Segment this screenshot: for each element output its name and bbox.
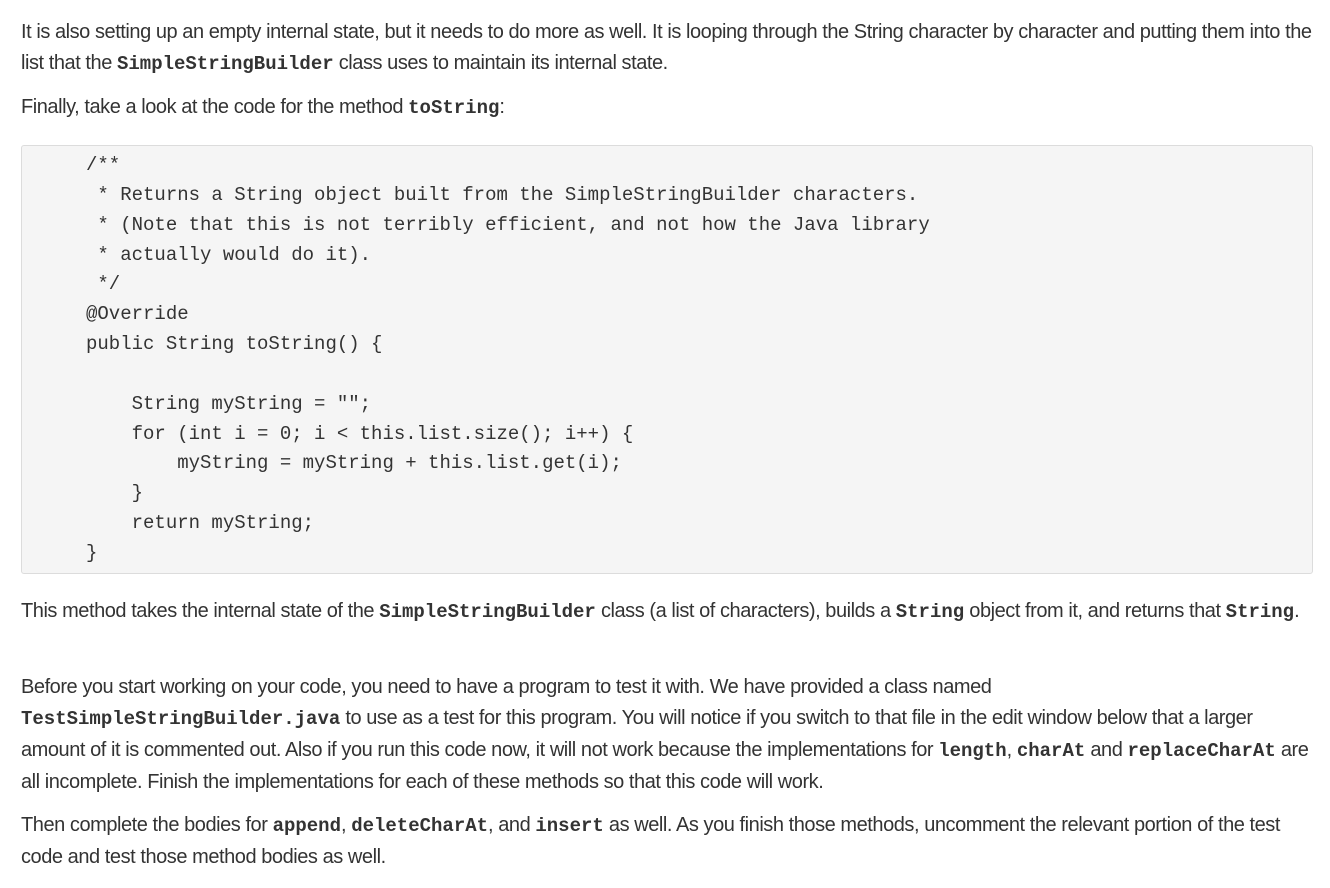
paragraph-text: : — [499, 96, 505, 118]
paragraph-method-description — [21, 596, 1315, 628]
paragraph-text: as well. As you finish those methods, uncomment the relevant portion of the test code and test those method bodies as well. — [21, 814, 1280, 868]
code-line: } — [86, 482, 144, 505]
inline-code: append — [272, 815, 341, 837]
paragraph-testing-instructions — [21, 672, 1315, 798]
code-listing — [86, 151, 930, 569]
code-line: } — [86, 541, 98, 564]
code-line: * actually would do it). — [86, 243, 372, 266]
inline-code: insert — [535, 815, 604, 837]
inline-code: replaceCharAt — [1127, 740, 1276, 762]
paragraph-text: Finally, take a look at the code for the method — [21, 96, 409, 118]
code-line: * (Note that this is not terribly efficient, and not how the Java library — [86, 213, 930, 236]
paragraph-text: It is also setting up an empty internal state, but it needs to do more as well. It is looping through the String character by character and putting them into the list that the — [21, 21, 1312, 74]
inline-code: deleteCharAt — [351, 815, 489, 837]
code-line: public String toString() { — [86, 333, 383, 356]
paragraph-complete-bodies — [21, 810, 1315, 873]
code-line: /** — [86, 154, 121, 176]
paragraph-text: to use as a test for this program. You will notice if you switch to that file in the edit window below that a larger amount of it is commented out. Also if you run this code now, it will not work because the implementations for — [21, 707, 1253, 761]
paragraph-text: This method takes the internal state of the — [21, 600, 380, 622]
inline-code: SimpleStringBuilder — [379, 601, 596, 623]
paragraph-text: , — [1006, 739, 1017, 761]
paragraph-text: . — [1294, 600, 1300, 622]
code-line: */ — [86, 273, 121, 296]
inline-code: toString — [408, 97, 500, 119]
paragraph-text: Then complete the bodies for — [21, 814, 273, 836]
inline-code: String — [895, 601, 965, 623]
paragraph-text: class (a list of characters), builds a — [595, 600, 896, 622]
code-line: return myString; — [86, 512, 315, 535]
paragraph-text: , — [340, 814, 352, 836]
paragraph-text: , and — [488, 814, 536, 836]
inline-code: SimpleStringBuilder — [116, 53, 334, 75]
inline-code: charAt — [1016, 740, 1086, 762]
code-line: * Returns a String object built from the SimpleStringBuilder characters. — [86, 183, 919, 206]
paragraph-text: Before you start working on your code, you need to have a program to test it with. We have provided a class named — [21, 676, 992, 698]
paragraph-text: class uses to maintain its internal state. — [333, 52, 668, 74]
paragraph-text: object from it, and returns that — [964, 600, 1226, 622]
inline-code: length — [938, 740, 1007, 762]
code-line: myString = myString + this.list.get(i); — [86, 452, 622, 475]
inline-code: String — [1225, 601, 1295, 623]
code-line: for (int i = 0; i < this.list.size(); i++) { — [86, 422, 634, 445]
paragraph-text: are all incomplete. Finish the implementations for each of these methods so that this code will work. — [21, 739, 1309, 793]
paragraph-text: and — [1085, 739, 1128, 761]
inline-code: TestSimpleStringBuilder.java — [21, 708, 341, 730]
paragraph-internal-state — [21, 17, 1315, 80]
code-line: @Override — [86, 303, 189, 326]
code-line: String myString = ""; — [86, 392, 372, 415]
code-block — [21, 145, 1313, 574]
paragraph-tostring-intro — [21, 92, 1315, 124]
